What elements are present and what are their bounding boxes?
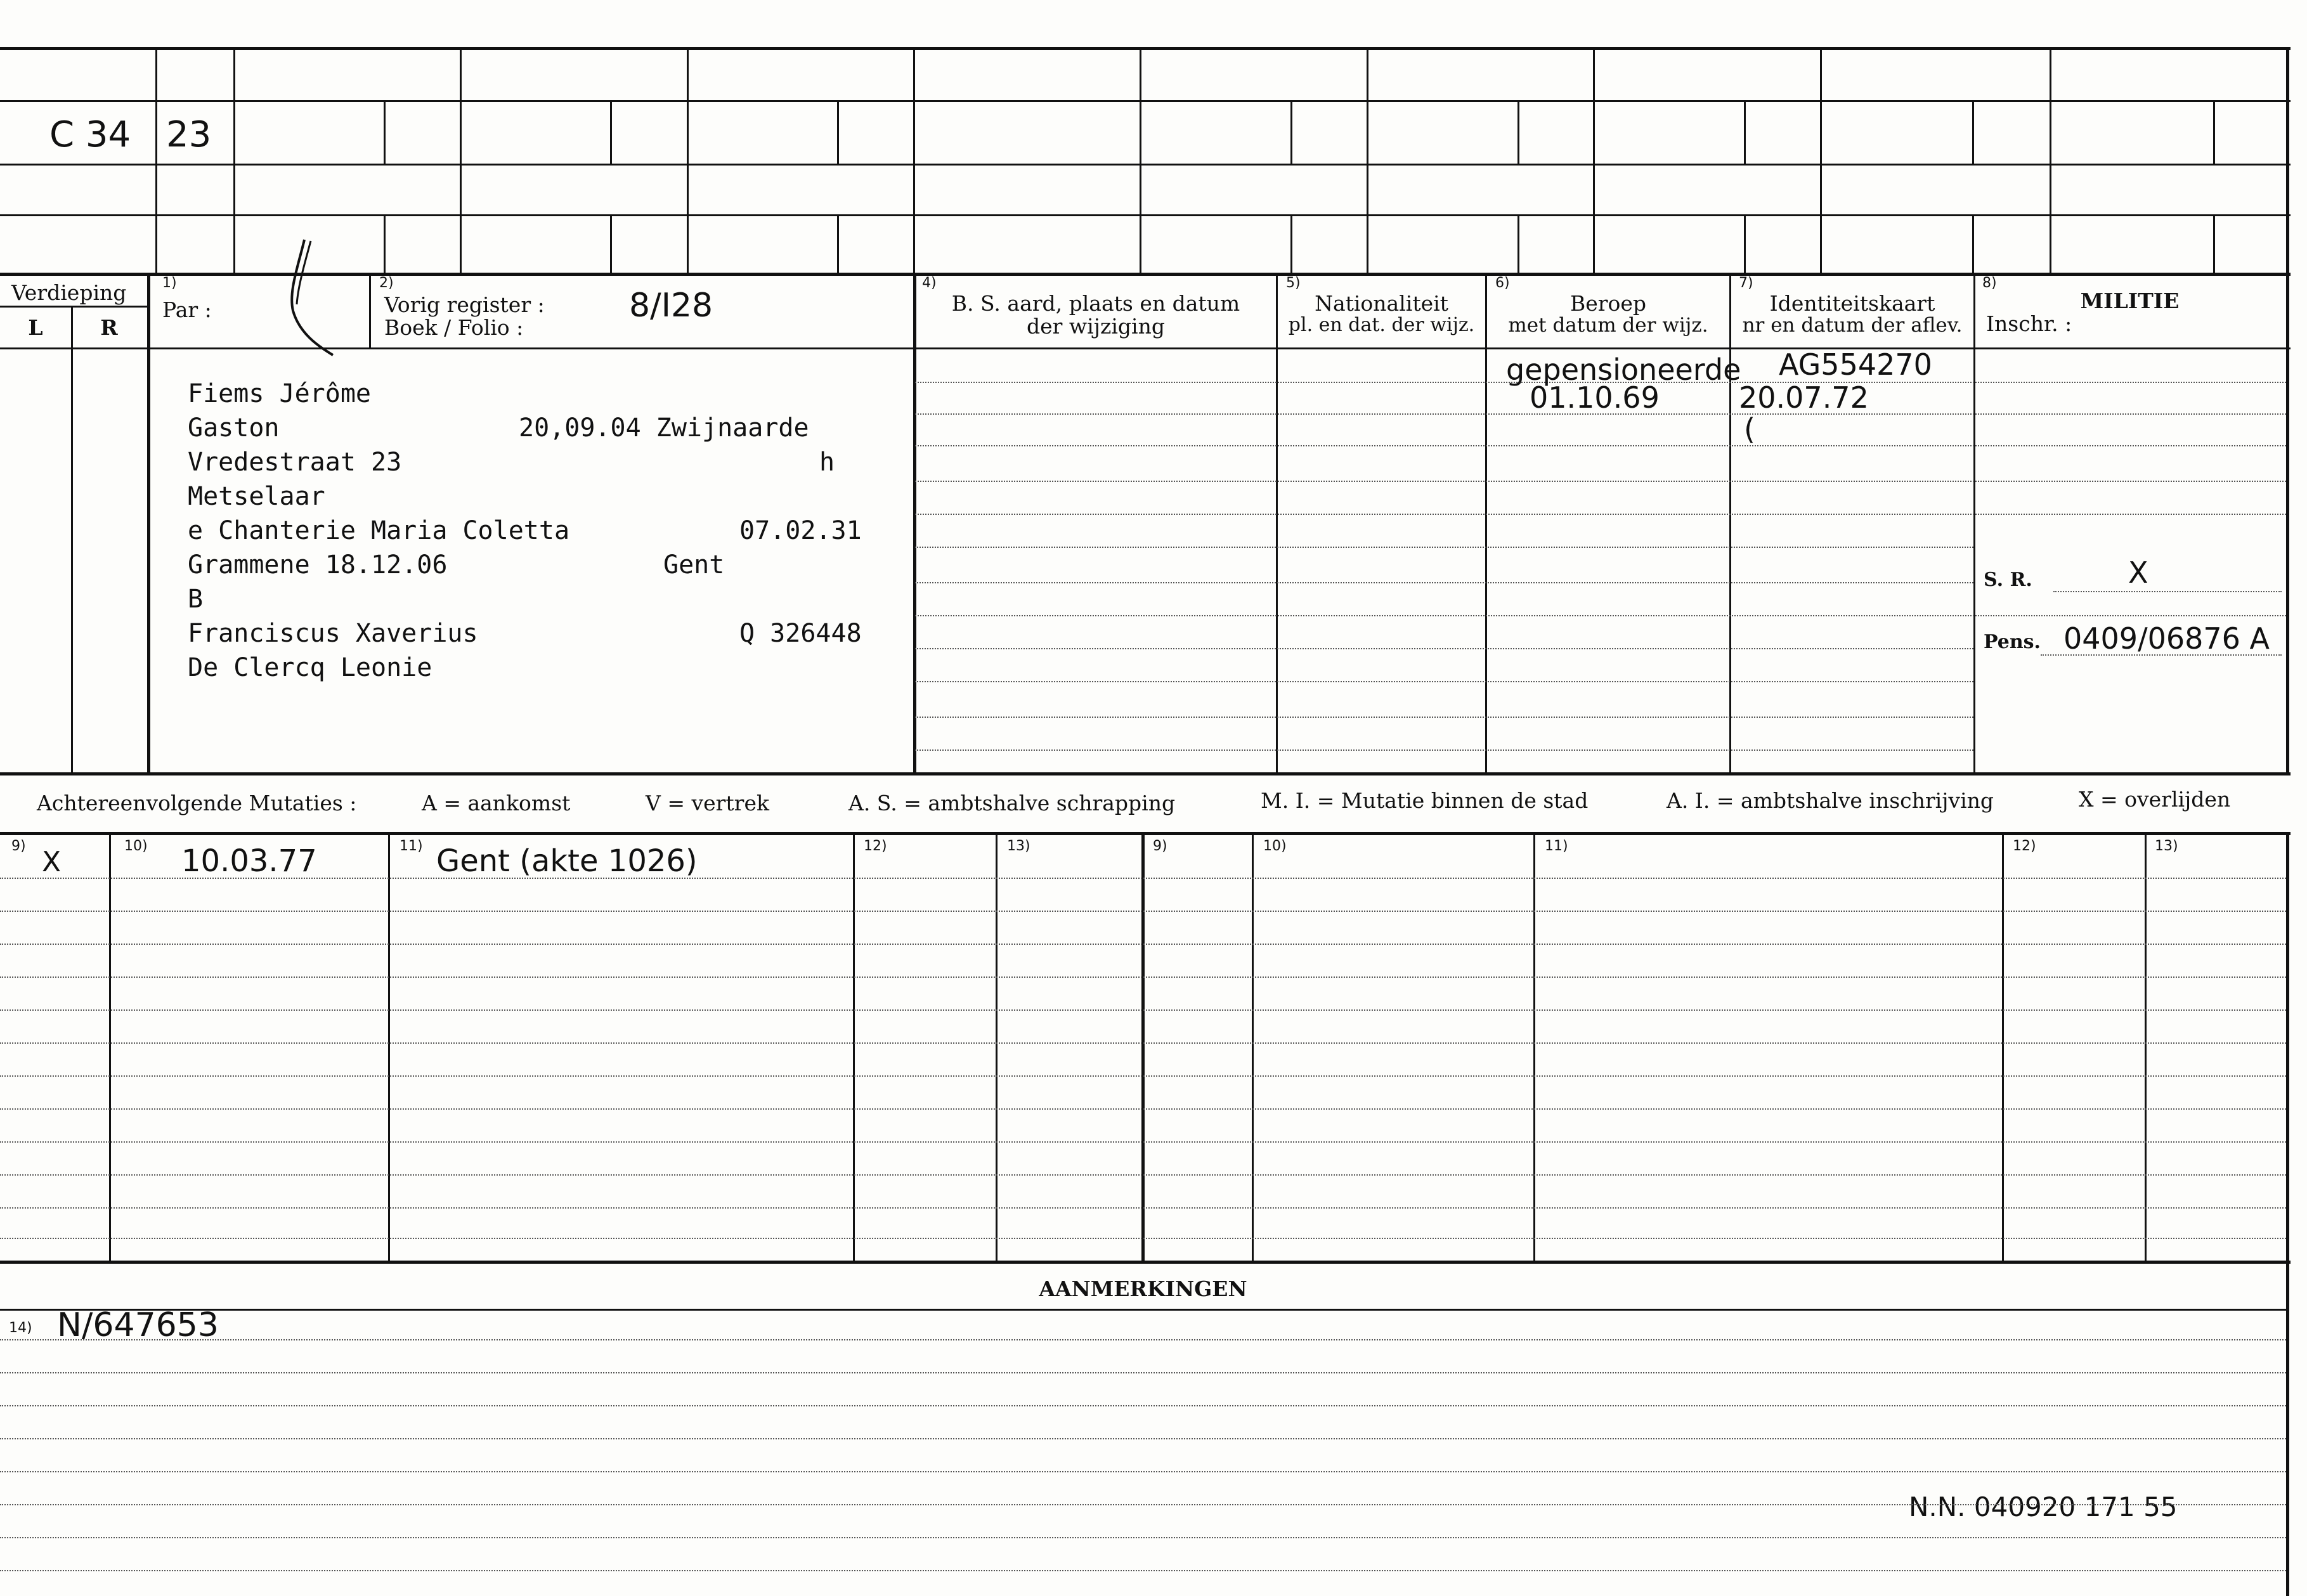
boek-folio-label: Boek / Folio : [384,315,524,340]
beroep-label-line2: met datum der wijz. [1508,314,1708,337]
mut-col-11-left: 11) [400,838,423,854]
par-number: 1) [162,275,177,291]
nat-label-line1: Nationaliteit [1315,291,1448,316]
vorig-register-value: 8/I28 [629,287,713,325]
pens-dotted [2041,654,2282,656]
beroep-value: gepensioneerde [1506,353,1741,387]
person-line-b: B [188,585,204,614]
q-number: Q 326448 [739,619,862,648]
mut-col-9-right: 9) [1153,838,1167,854]
par-pen-stroke [266,235,349,361]
legend-schrapping: A. S. = ambtshalve schrapping [848,791,1176,815]
aanmerkingen-title: AANMERKINGEN [1039,1276,1247,1301]
militie-label: MILITIE [2080,289,2180,313]
pens-label: Pens. [1984,631,2041,653]
legend-overlijden: X = overlijden [2079,787,2231,812]
person-line-address: Vredestraat 23 [188,448,402,477]
mut-col-11-right: 11) [1545,838,1568,854]
bs-label-line2: der wijziging [1027,314,1165,339]
legend-vertrek: V = vertrek [646,791,769,815]
id-card-date: 20.07.72 [1739,380,1869,415]
person-line-spouse: e Chanterie Maria Coletta [188,516,570,545]
person-line-mother: De Clercq Leonie [188,653,432,682]
right-border [2286,1261,2289,1596]
beroep-date: 01.10.69 [1530,380,1660,415]
mutatie-date: 10.03.77 [181,843,317,879]
beroep-label-line1: Beroep [1569,291,1647,316]
mut-col-10-right: 10) [1263,838,1287,854]
nat-label-line2: pl. en dat. der wijz. [1288,314,1475,336]
id-card-number: AG554270 [1779,347,1932,382]
person-line-profession: Metselaar [188,482,325,511]
person-line-spouse-birth: Grammene 18.12.06 [188,550,448,580]
militie-number: 8) [1982,275,1997,291]
par-label: Par : [162,297,212,322]
verdieping-label: Verdieping [11,280,127,305]
spouse-place: Gent [663,550,725,580]
sr-value: X [2128,555,2148,590]
legend-inschrijving: A. I. = ambtshalve inschrijving [1667,788,1994,813]
aanmerkingen-number: 14) [9,1320,32,1336]
mut-col-9-left: 9) [11,838,26,854]
column-r-label: R [100,315,118,340]
mut-col-13-left: 13) [1007,838,1030,854]
mut-col-12-left: 12) [864,838,887,854]
mutatie-place: Gent (akte 1026) [436,843,698,879]
id-number: 7) [1739,275,1753,291]
sr-dotted [2053,591,2282,592]
person-line-name: Fiems Jérôme [188,379,371,408]
person-line-firstname: Gaston [188,413,280,443]
spouse-date: 07.02.31 [739,516,862,545]
vorig-number: 2) [379,275,394,291]
aanmerkingen-value: N/647653 [57,1306,219,1344]
column-l-label: L [28,315,43,340]
legend-aankomst: A = aankomst [422,791,571,815]
beroep-number: 6) [1495,275,1510,291]
aanmerkingen-top-line [0,1309,2286,1311]
vorig-register-label: Vorig register : [384,292,545,317]
person-birth: 20,09.04 Zwijnaarde [519,413,809,443]
mut-col-12-right: 12) [2013,838,2036,854]
id-card-mark: ( [1744,412,1755,446]
legend-mutatie-stad: M. I. = Mutatie binnen de stad [1261,788,1589,813]
person-h: h [819,448,835,477]
header-number: 23 [166,114,212,155]
nat-number: 5) [1286,275,1301,291]
person-line-father: Franciscus Xaverius [188,619,478,648]
mutatie-type: X [42,846,62,878]
mutaties-title: Achtereenvolgende Mutaties : [37,791,357,815]
bs-number: 4) [922,275,937,291]
sr-label: S. R. [1984,569,2032,591]
mut-col-10-left: 10) [124,838,148,854]
national-number: N.N. 040920 171 55 [1909,1491,2178,1522]
inschr-label: Inschr. : [1986,311,2072,336]
pens-value: 0409/06876 A [2063,621,2270,656]
mut-col-13-right: 13) [2155,838,2178,854]
bs-label-line1: B. S. aard, plaats en datum [951,291,1240,316]
id-label-line2: nr en datum der aflev. [1742,314,1963,337]
header-code: C 34 [49,114,131,155]
id-label-line1: Identiteitskaart [1769,291,1935,316]
